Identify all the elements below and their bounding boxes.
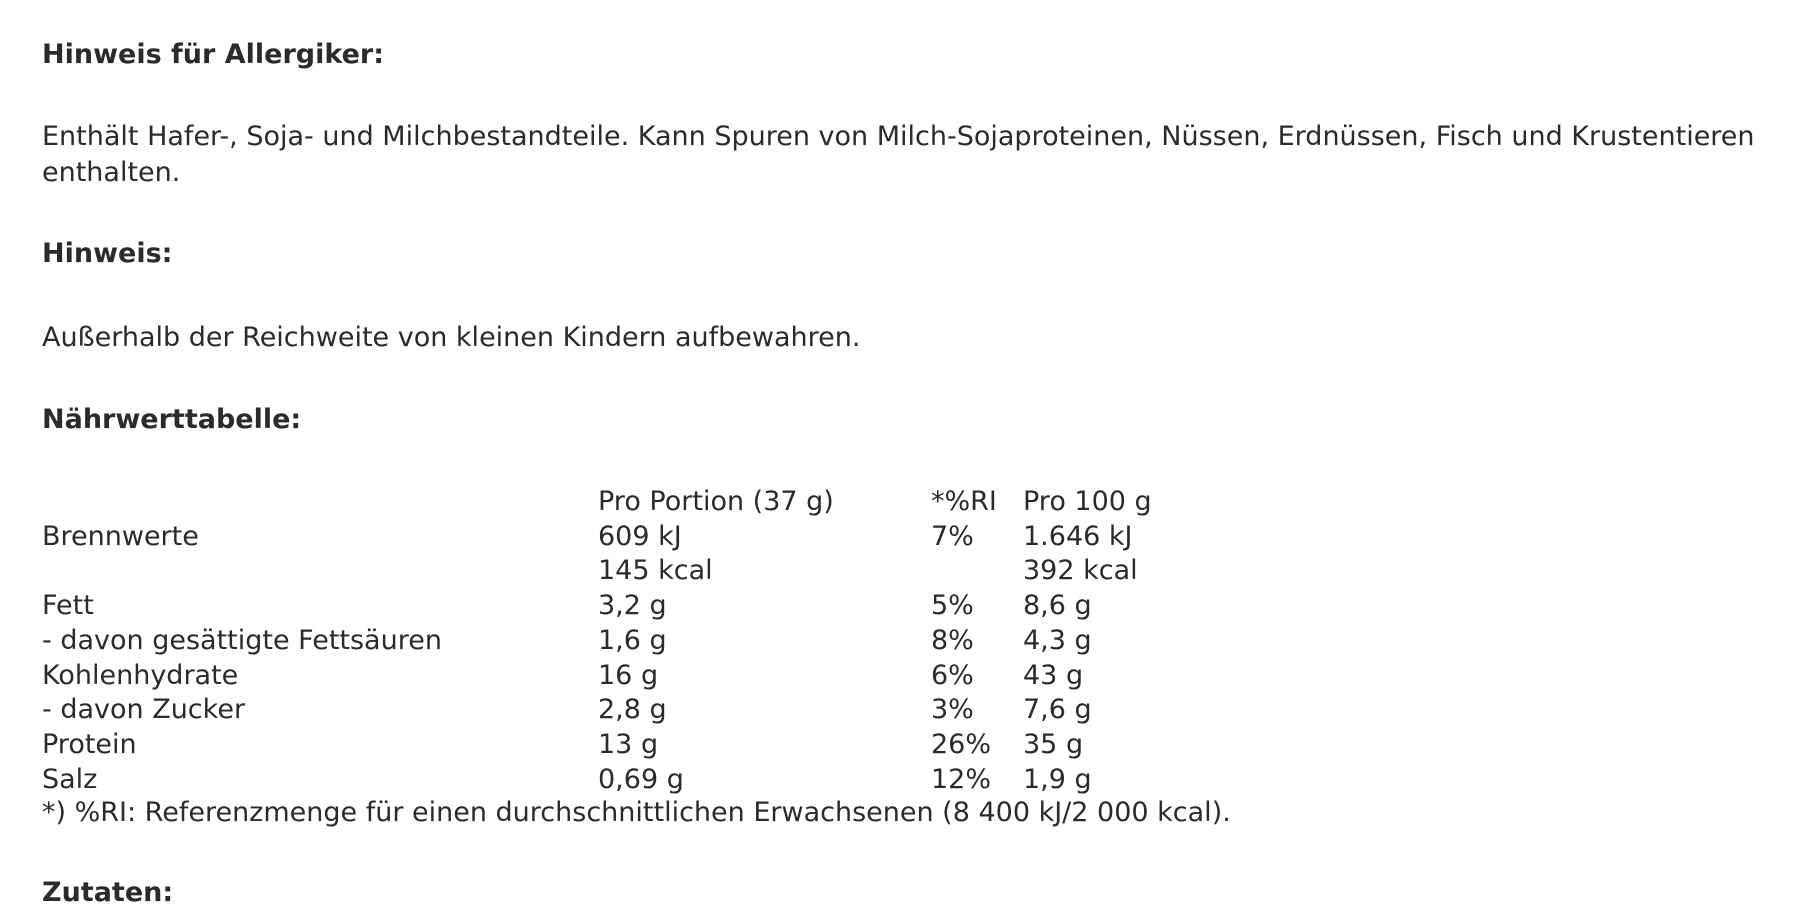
ri-footnote: *) %RI: Referenzmenge für einen durchschnittlichen Erwachsenen (8 400 kJ/2 000 kcal).	[42, 797, 1231, 828]
row-per100-cell: 35 g	[1023, 728, 1084, 760]
row-ri-cell: 5%	[931, 590, 974, 622]
row-portion-cell: 0,69 g	[598, 763, 684, 795]
row-label-cell: Fett	[42, 590, 94, 622]
table-row	[42, 624, 1223, 659]
row-label-cell	[42, 554, 598, 589]
row-ri-cell: 3%	[931, 694, 974, 726]
row-ri-cell: 12%	[931, 763, 992, 795]
header-ri-cell: *%RI	[931, 486, 997, 517]
row-portion-cell: 1,6 g	[598, 624, 667, 656]
row-ri-cell: 6%	[931, 659, 974, 691]
table-row	[42, 520, 1223, 555]
row-ri-cell	[931, 554, 1023, 589]
nutrition-header-row	[42, 485, 1223, 520]
row-portion-cell: 609 kJ	[598, 520, 682, 552]
table-row	[42, 763, 1223, 798]
row-portion-cell: 13 g	[598, 728, 659, 760]
row-ri-cell: 7%	[931, 520, 974, 552]
row-label-cell: Protein	[42, 728, 137, 760]
row-portion-cell: 16 g	[598, 659, 659, 691]
row-per100-cell: 43 g	[1023, 659, 1084, 691]
row-per100-cell: 7,6 g	[1023, 694, 1092, 726]
row-label-cell: - davon gesättigte Fettsäuren	[42, 624, 442, 656]
header-label-cell	[42, 485, 598, 520]
row-portion-cell: 2,8 g	[598, 694, 667, 726]
header-portion-cell: Pro Portion (37 g)	[598, 486, 834, 517]
row-label-cell: Salz	[42, 763, 98, 795]
row-label-cell: Kohlenhydrate	[42, 659, 239, 691]
table-row	[42, 693, 1223, 728]
row-per100-cell: 8,6 g	[1023, 590, 1092, 622]
row-portion-cell: 3,2 g	[598, 590, 667, 622]
nutrition-table	[42, 485, 1223, 797]
table-row	[42, 589, 1223, 624]
table-row	[42, 554, 1223, 589]
nutrition-heading: Nährwerttabelle:	[42, 404, 302, 435]
table-row	[42, 728, 1223, 763]
row-per100-cell: 4,3 g	[1023, 624, 1092, 656]
row-per100-cell: 1,9 g	[1023, 763, 1092, 795]
row-portion-cell: 145 kcal	[598, 555, 713, 587]
next-section-heading: Zutaten:	[42, 877, 174, 908]
header-per100-cell: Pro 100 g	[1023, 486, 1152, 517]
allergy-text: Enthält Hafer-, Soja- und Milchbestandteile. Kann Spuren von Milch-Sojaproteinen, Nüssen, Erdnüssen, Fisch und Krustentieren enthalten.	[42, 121, 1755, 188]
row-label-cell: - davon Zucker	[42, 694, 246, 726]
allergy-heading: Hinweis für Allergiker:	[42, 39, 385, 70]
row-ri-cell: 26%	[931, 728, 992, 760]
row-per100-cell: 1.646 kJ	[1023, 520, 1133, 552]
row-label-cell: Brennwerte	[42, 520, 199, 552]
hint-heading: Hinweis:	[42, 238, 173, 269]
hint-text: Außerhalb der Reichweite von kleinen Kindern aufbewahren.	[42, 322, 861, 353]
table-row	[42, 659, 1223, 694]
row-ri-cell: 8%	[931, 624, 974, 656]
row-per100-cell: 392 kcal	[1023, 555, 1138, 587]
